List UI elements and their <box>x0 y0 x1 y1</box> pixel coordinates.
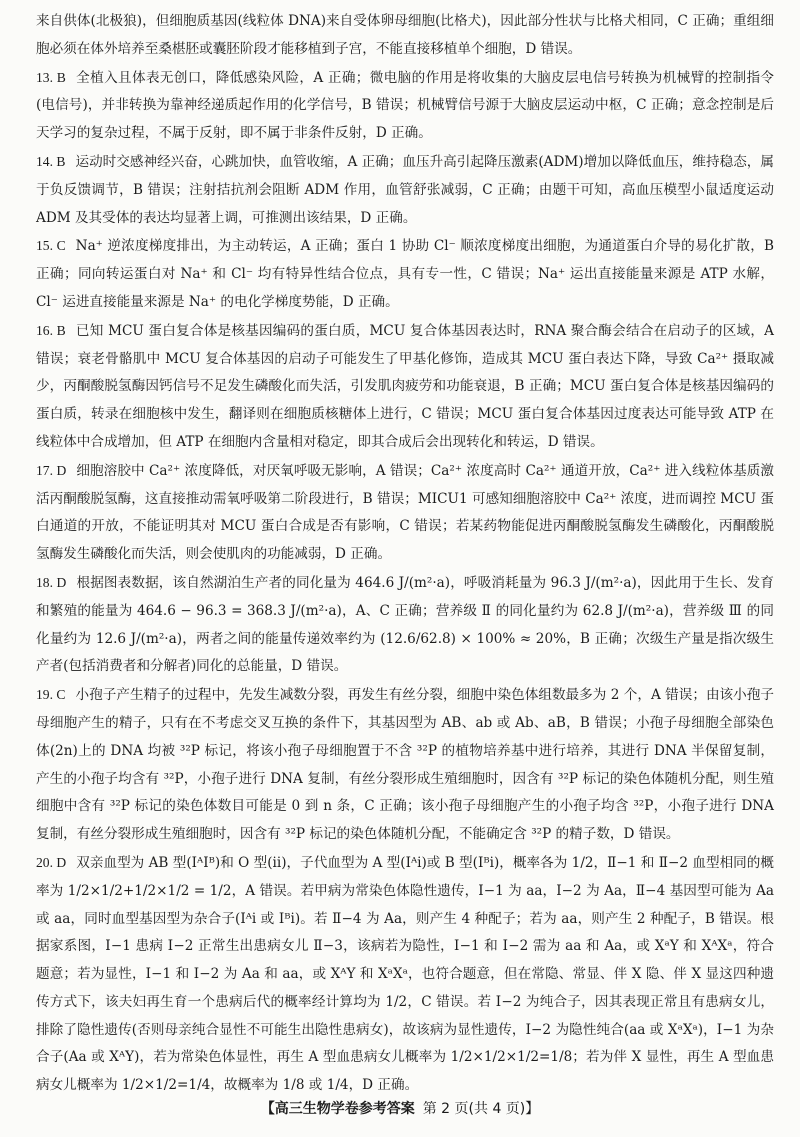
answer-item-13 <box>36 64 774 148</box>
footer-page-info: 第 2 页(共 4 页)】 <box>422 1101 540 1117</box>
answer-number: 16. B <box>36 322 66 338</box>
answer-explanation: 已知 MCU 蛋白复合体是核基因编码的蛋白质，MCU 复合体基因表达时，RNA 聚合酶会结合在启动子的区域，A 错误；衰老骨骼肌中 MCU 复合体基因的启动子可能发生了甲基化修饰，造成其 MCU 蛋白表达下降，导致 Ca²⁺ 摄取减少，丙酮酸脱氢酶因钙信号不足发生磷酸化而失活，引发肌肉疲劳和功能衰退，B 正确；MCU 蛋白复合体是核基因编码的蛋白质，转录在细胞核中发生，翻译则在细胞质核糖体上进行，C 错误；MCU 蛋白复合体基因过度表达可能导致 ATP 在线粒体中合成增加，但 ATP 在细胞内含量相对稳定，即其合成后会出现转化和转运，D 错误。 <box>36 322 774 450</box>
lead-paragraph: 来自供体(北极狼)，但细胞质基因(线粒体 DNA)来自受体卵母细胞(比格犬)，因此部分性状与比格犬相同，C 正确；重组细胞必须在体外培养至桑椹胚或囊胚阶段才能移植到子宫，不能直接移植单个细胞，D 错误。 <box>36 13 774 57</box>
answer-item-19 <box>36 681 774 849</box>
answer-number: 18. D <box>36 574 67 590</box>
answer-explanation: Na⁺ 逆浓度梯度排出，为主动转运，A 正确；蛋白 1 协助 Cl⁻ 顺浓度梯度出细胞，为通道蛋白介导的易化扩散，B 正确；同向转运蛋白对 Na⁺ 和 Cl⁻ 均有特异性结合位点，具有专一性，C 错误；Na⁺ 运出直接能量来源是 ATP 水解，Cl⁻ 运进直接能量来源是 Na⁺ 的电化学梯度势能，D 正确。 <box>36 238 774 310</box>
answer-explanation: 双亲血型为 AB 型(IᴬIᴮ)和 O 型(ii)，子代血型为 A 型(Iᴬi)或 B 型(Iᴮi)，概率各为 1/2，Ⅱ−1 和 Ⅱ−2 血型相同的概率为 1/2×1/2+1/2×1/2 = 1/2，A 错误。若甲病为常染色体隐性遗传，Ⅰ−1 为 aa，Ⅰ−2 为 Aa，Ⅱ−4 基因型可能为 Aa 或 aa，同时血型基因型为杂合子(Iᴬi 或 Iᴮi)。若 Ⅱ−4 为 Aa，则产生 4 种配子；若为 aa，则产生 2 种配子，B 错误。根据家系图，Ⅰ−1 患病 Ⅰ−2 正常生出患病女儿 Ⅱ−3，该病若为隐性，Ⅰ−1 和 Ⅰ−2 需为 aa 和 Aa，或 XᵃY 和 XᴬXᵃ，符合题意；若为显性，Ⅰ−1 和 Ⅰ−2 为 Aa 和 aa，或 XᴬY 和 XᵃXᵃ，也符合题意，但在常隐、常显、伴 X 隐、伴 X 显这四种遗传方式下，该夫妇再生育一个患病后代的概率经计算均为 1/2，C 错误。若 Ⅰ−2 为纯合子，因其表现正常且有患病女儿，排除了隐性遗传(否则母亲纯合显性不可能生出隐性患病女)，故该病为显性遗传，Ⅰ−2 为隐性纯合(aa 或 XᵃXᵃ)，Ⅰ−1 为杂合子(Aa 或 XᴬY)，若为常染色体显性，再生 A 型血患病女儿概率为 1/2×1/2×1/2=1/8；若为伴 X 显性，再生 A 型血患病女儿概率为 1/2×1/2=1/4，故概率为 1/8 或 1/4，D 正确。 <box>36 854 774 1094</box>
answer-explanation: 全植入且体表无创口，降低感染风险，A 正确；微电脑的作用是将收集的大脑皮层电信号转换为机械臂的控制指令(电信号)，并非转换为靠神经递质起作用的化学信号，B 错误；机械臂信号源于大脑皮层运动中枢，C 正确；意念控制是后天学习的复杂过程，不属于反射，即不属于非条件反射，D 正确。 <box>36 69 774 142</box>
answer-number: 20. D <box>36 854 67 870</box>
answer-number: 14. B <box>36 153 66 169</box>
answer-explanation: 运动时交感神经兴奋，心跳加快，血管收缩，A 正确；血压升高引起降压激素(ADM)增加以降低血压，维持稳态，属于负反馈调节，B 错误；注射拮抗剂会阻断 ADM 作用，血管舒张减弱，C 正确；由题干可知，高血压模型小鼠适度运动 ADM 及其受体的表达均显著上调，可推测出该结果，D 正确。 <box>36 153 774 226</box>
answer-item-20 <box>36 849 774 1100</box>
answer-item-17 <box>36 457 774 569</box>
answer-item-14 <box>36 148 774 232</box>
answer-number: 17. D <box>36 462 67 478</box>
answer-number: 19. C <box>36 687 66 703</box>
answer-content <box>36 8 774 1100</box>
footer-title: 【高三生物学卷参考答案 <box>260 1101 415 1117</box>
answer-explanation: 根据图表数据，该自然湖泊生产者的同化量为 464.6 J/(m²·a)，呼吸消耗量为 96.3 J/(m²·a)，因此用于生长、发育和繁殖的能量为 464.6 − 96.3 = 368.3 J/(m²·a)，A、C 正确；营养级 Ⅱ 的同化量约为 62.8 J/(m²·a)，营养级 Ⅲ 的同化量约为 12.6 J/(m²·a)，两者之间的能量传递效率约为 (12.6/62.8) × 100% ≈ 20%，B 正确；次级生产量是指次级生产者(包括消费者和分解者)同化的总能量，D 错误。 <box>36 574 774 675</box>
answer-explanation: 细胞溶胶中 Ca²⁺ 浓度降低，对厌氧呼吸无影响，A 错误；Ca²⁺ 浓度高时 Ca²⁺ 通道开放，Ca²⁺ 进入线粒体基质激活丙酮酸脱氢酶，这直接推动需氧呼吸第二阶段进行，B 错误；MICU1 可感知细胞溶胶中 Ca²⁺ 浓度，进而调控 MCU 蛋白通道的开放，不能证明其对 MCU 蛋白合成是否有影响，C 错误；若某药物能促进丙酮酸脱氢酶发生磷酸化，丙酮酸脱氢酶发生磷酸化而失活，则会使肌肉的功能减弱，D 正确。 <box>36 462 774 563</box>
answer-number: 15. C <box>36 238 66 254</box>
answer-item-18 <box>36 569 774 681</box>
page-footer <box>0 1098 800 1118</box>
answer-item-15 <box>36 232 774 316</box>
answer-explanation: 小孢子产生精子的过程中，先发生减数分裂，再发生有丝分裂，细胞中染色体组数最多为 2 个，A 错误；由该小孢子母细胞产生的精子，只有在不考虑交叉互换的条件下，其基因型为 AB、ab 或 Ab、aB，B 错误；小孢子母细胞全部染色体(2n)上的 DNA 均被 ³²P 标记，将该小孢子母细胞置于不含 ³²P 的植物培养基中进行培养，其进行 DNA 半保留复制，产生的小孢子均含有 ³²P，小孢子进行 DNA 复制，有丝分裂形成生殖细胞时，因含有 ³²P 标记的染色体随机分配，则生殖细胞中含有 ³²P 标记的染色体数目可能是 0 到 n 条，C 正确；该小孢子母细胞产生的小孢子均含 ³²P，小孢子进行 DNA 复制，有丝分裂形成生殖细胞时，因含有 ³²P 标记的染色体随机分配，不能确定含 ³²P 的精子数，D 错误。 <box>36 687 774 843</box>
answer-item-16 <box>36 317 774 457</box>
answer-number: 13. B <box>36 69 66 85</box>
